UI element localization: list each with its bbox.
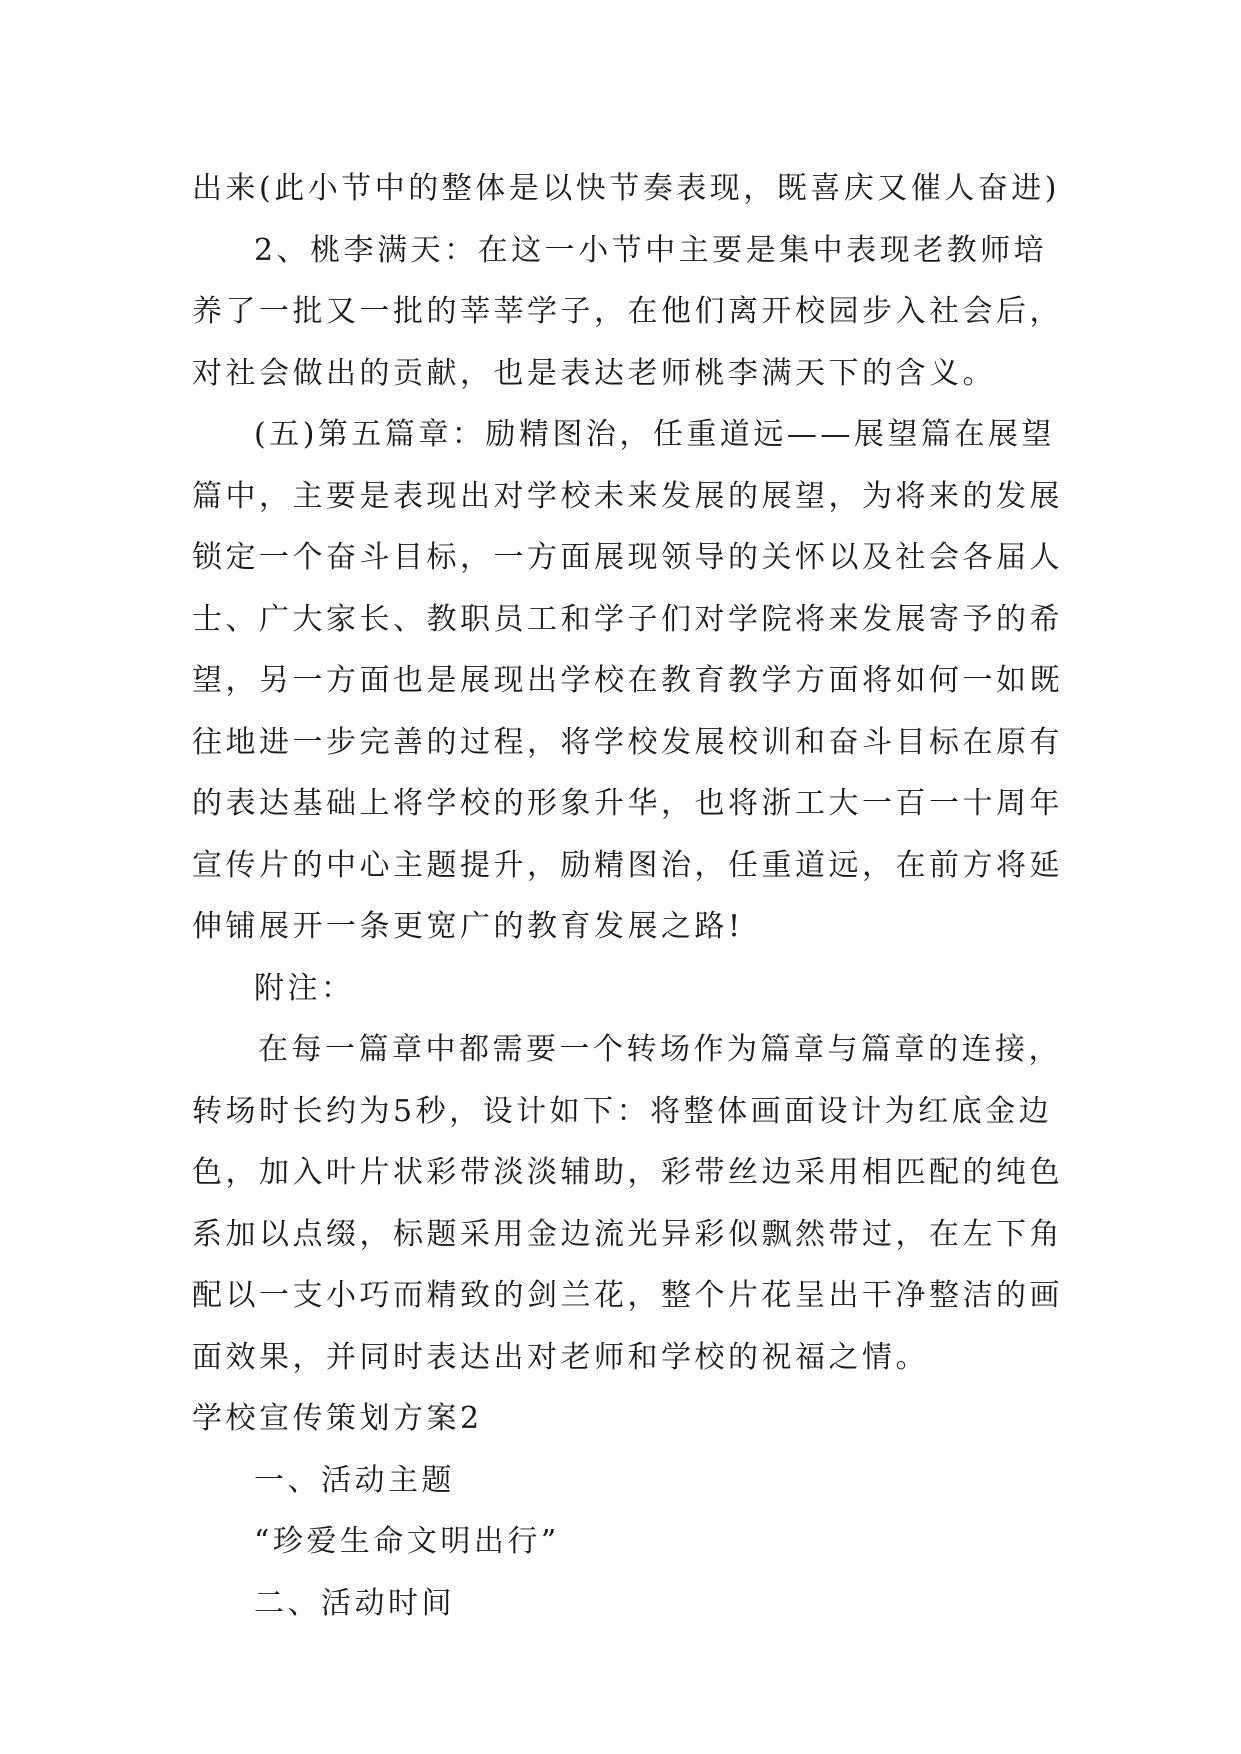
- paragraph-line: 面效果，并同时表达出对老师和学校的祝福之情。: [192, 1339, 929, 1375]
- paragraph-line: 的表达基础上将学校的形象升华，也将浙工大一百一十周年: [192, 786, 1063, 821]
- paragraph-line: 配以一支小巧而精致的剑兰花，整个片花呈出干净整洁的画: [192, 1278, 1063, 1313]
- subheading: 一、活动主题: [254, 1462, 455, 1498]
- section-title: 学校宣传策划方案2: [192, 1401, 483, 1436]
- document-body: [192, 158, 1072, 1634]
- paragraph-line: (五)第五篇章：励精图治，任重道远——展望篇在展望: [254, 417, 1055, 452]
- subheading: 二、活动时间: [254, 1585, 455, 1621]
- paragraph-line: 色，加入叶片状彩带淡淡辅助，彩带丝边采用相匹配的纯色: [192, 1155, 1063, 1190]
- paragraph-line: 宣传片的中心主题提升，励精图治，任重道远，在前方将延: [192, 847, 1063, 883]
- paragraph-line: 系加以点缀，标题采用金边流光异彩似飘然带过，在左下角: [192, 1216, 1063, 1252]
- paragraph-line: 出来(此小节中的整体是以快节奏表现，既喜庆又催人奋进): [192, 171, 1060, 206]
- paragraph-line: 伸铺展开一条更宽广的教育发展之路!: [192, 909, 744, 944]
- note-heading: 附注：: [254, 970, 355, 1006]
- paragraph-line: 望，另一方面也是展现出学校在教育教学方面将如何一如既: [192, 663, 1063, 698]
- paragraph-line: 转场时长约为5秒，设计如下：将整体画面设计为红底金边: [192, 1093, 1053, 1129]
- paragraph-line: 在每一篇章中都需要一个转场作为篇章与篇章的连接，: [258, 1032, 1062, 1067]
- theme-quote: “珍爱生命文明出行”: [254, 1524, 560, 1559]
- paragraph-line: 2、桃李满天：在这一小节中主要是集中表现老教师培: [254, 232, 1048, 268]
- paragraph-line: 往地进一步完善的过程，将学校发展校训和奋斗目标在原有: [192, 724, 1063, 760]
- paragraph-line: 养了一批又一批的莘莘学子，在他们离开校园步入社会后，: [192, 294, 1063, 329]
- paragraph-line: 篇中，主要是表现出对学校未来发展的展望，为将来的发展: [192, 478, 1063, 514]
- paragraph-line: 锁定一个奋斗目标，一方面展现领导的关怀以及社会各届人: [192, 540, 1063, 575]
- paragraph-line: 对社会做出的贡献，也是表达老师桃李满天下的含义。: [192, 355, 996, 391]
- paragraph-line: 士、广大家长、教职员工和学子们对学院将来发展寄予的希: [192, 601, 1063, 637]
